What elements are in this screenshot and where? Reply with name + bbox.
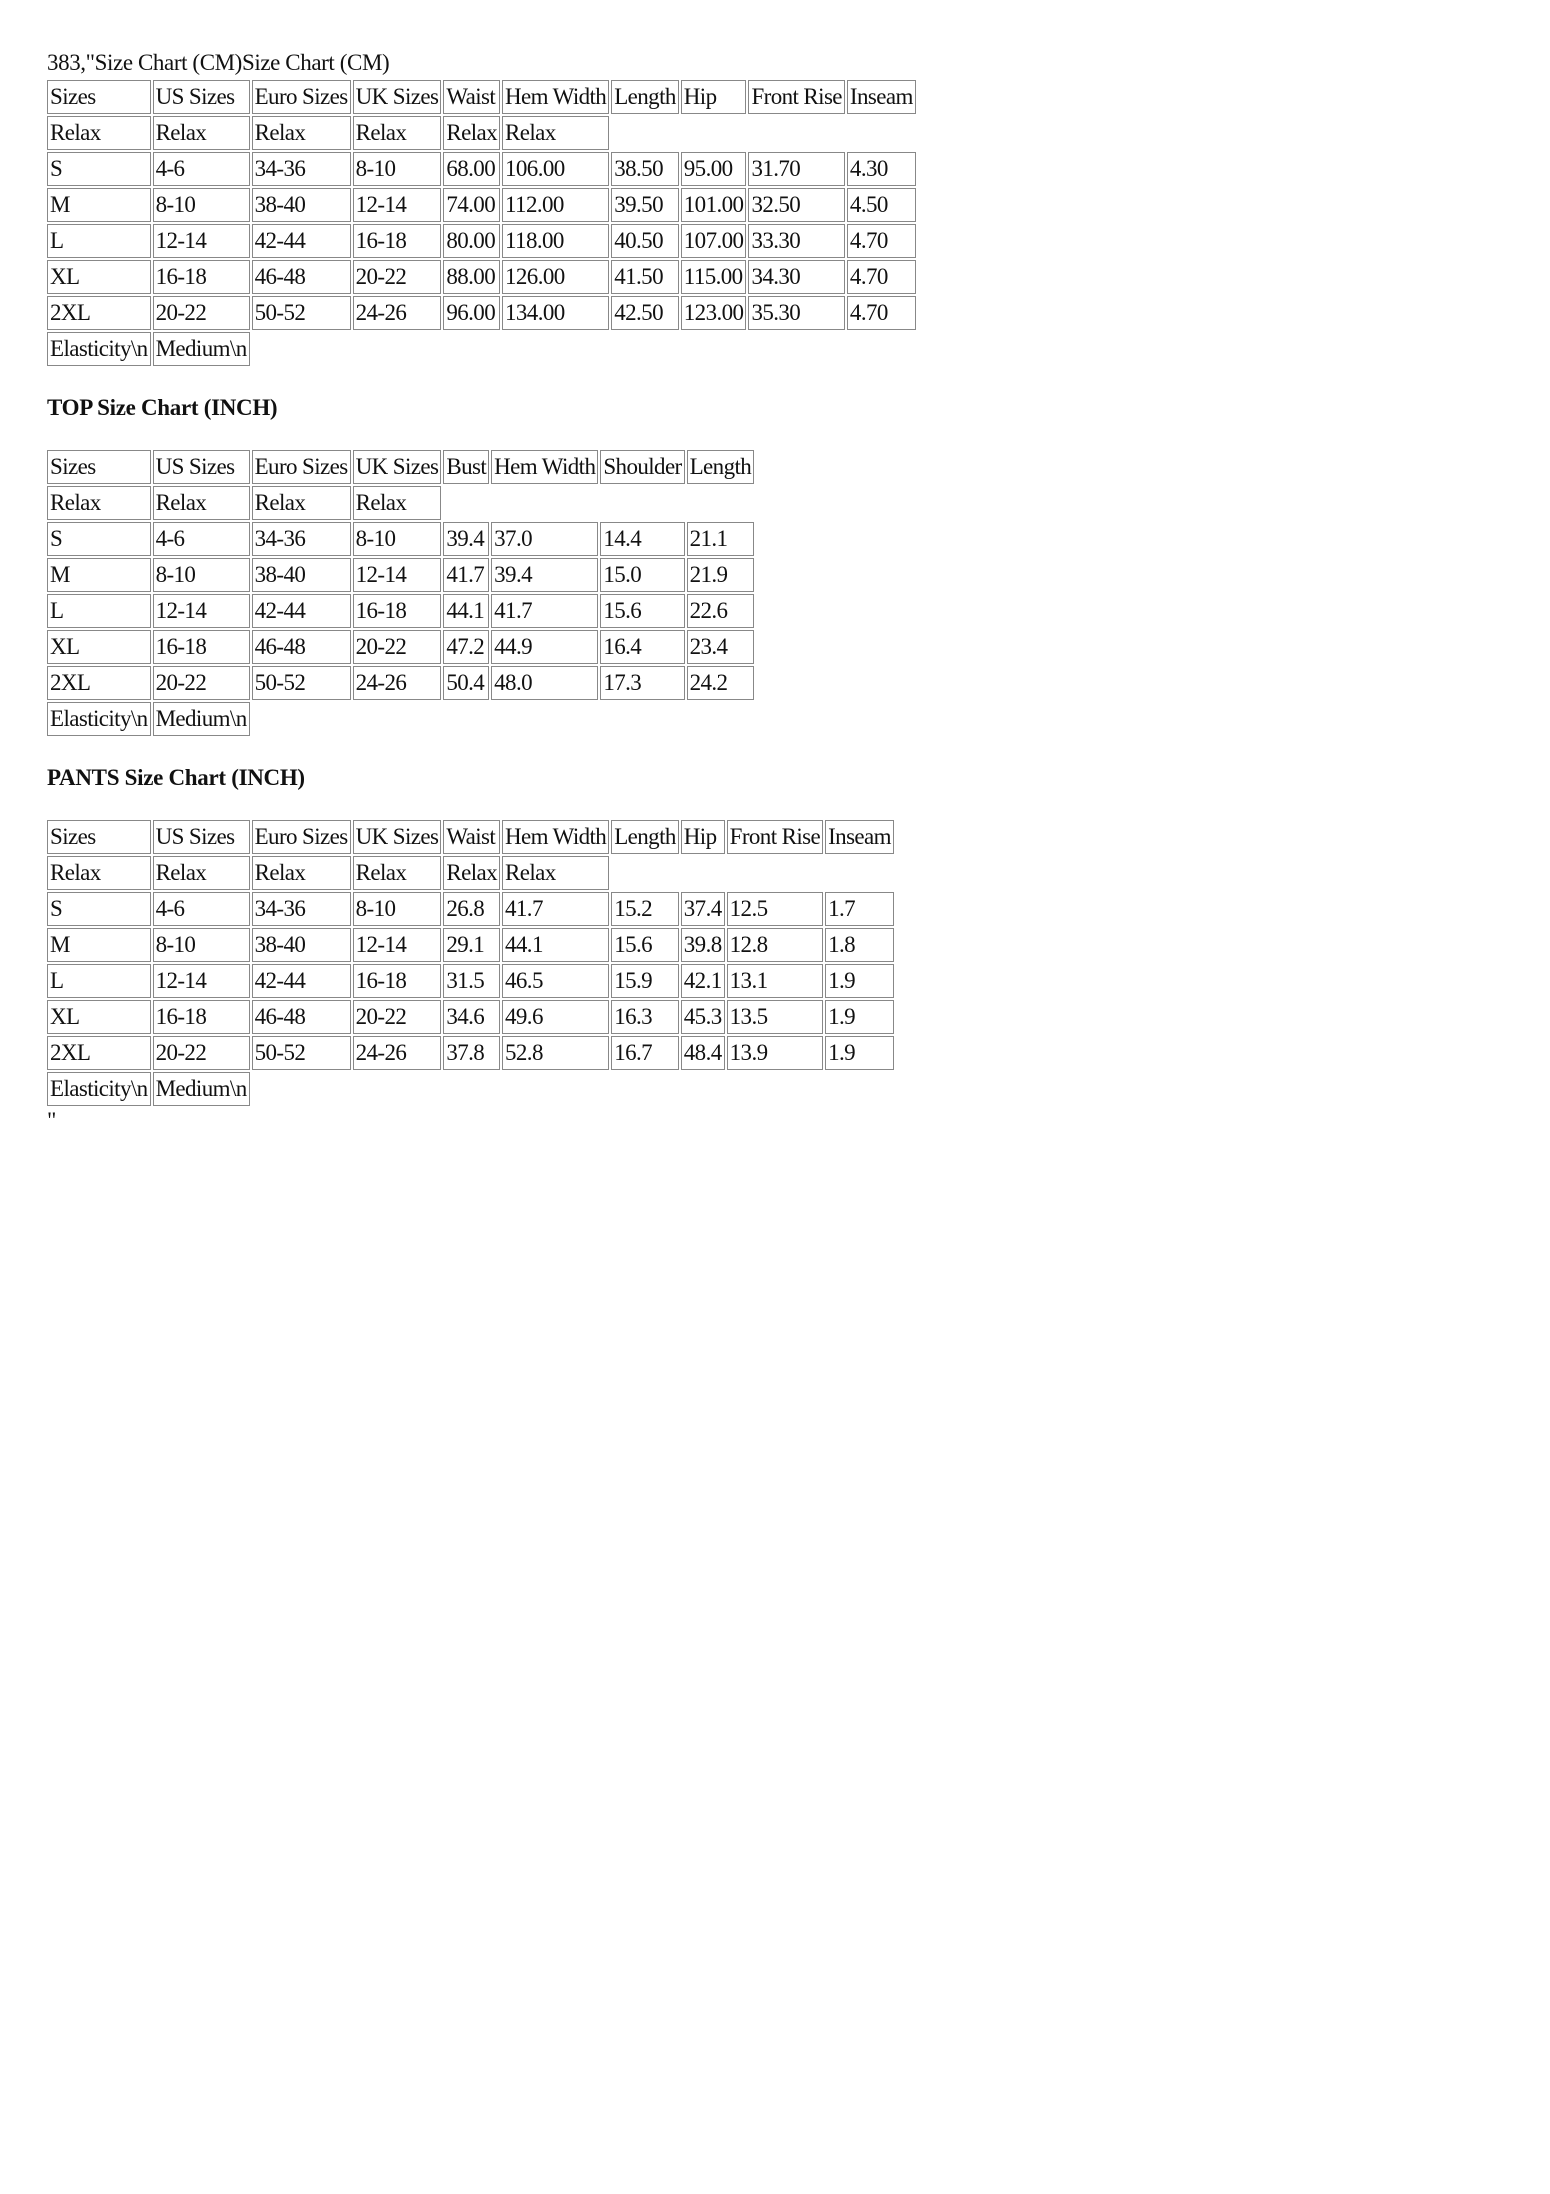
table-cell: Medium\n [153,1072,250,1106]
table-row [47,152,916,186]
table-cell: 20-22 [353,1000,442,1034]
table-cell: 16.7 [611,1036,679,1070]
page-title: 383,"Size Chart (CM)Size Chart (CM) [47,50,390,75]
table-cell: 31.70 [748,152,844,186]
table-cell: 47.2 [443,630,489,664]
table-cell: 4.70 [847,224,916,258]
table-cell: 12-14 [353,558,442,592]
table-cell: 15.6 [600,594,684,628]
empty-cell [491,702,598,736]
column-header: US Sizes [153,80,250,114]
table-cell: 14.4 [600,522,684,556]
table-cell: 8-10 [153,188,250,222]
table-cell: 39.8 [681,928,725,962]
column-header: Waist [443,80,500,114]
table-cell: 12-14 [153,224,250,258]
empty-cell [443,486,489,520]
table-cell: 44.1 [502,928,609,962]
relax-row [47,116,916,150]
table-cell: Relax [502,116,609,150]
pants-size-chart-heading: PANTS Size Chart (INCH) [47,765,305,790]
table-cell: 44.1 [443,594,489,628]
table-row [47,522,754,556]
relax-row [47,856,894,890]
empty-cell [611,856,679,890]
table-cell: 37.0 [491,522,598,556]
table-cell: 42-44 [252,964,351,998]
column-header: Length [611,820,679,854]
table-cell: 22.6 [687,594,755,628]
header-row [47,450,754,484]
table-cell: Relax [353,116,442,150]
column-header: Sizes [47,820,151,854]
table-cell: Elasticity\n [47,332,151,366]
table-cell: Relax [153,116,250,150]
table-cell: 41.7 [443,558,489,592]
table-cell: 48.0 [491,666,598,700]
table-cell: 26.8 [443,892,500,926]
empty-cell [727,1072,823,1106]
table-cell: 31.5 [443,964,500,998]
table-cell: 17.3 [600,666,684,700]
empty-cell [748,332,844,366]
table-cell: Relax [252,486,351,520]
table-cell: 34-36 [252,892,351,926]
table-cell: 12.8 [727,928,823,962]
table-cell: 50.4 [443,666,489,700]
empty-cell [600,702,684,736]
table-cell: 118.00 [502,224,609,258]
table-cell: 32.50 [748,188,844,222]
table-cell: 1.9 [825,1036,894,1070]
empty-cell [252,1072,351,1106]
table-cell: 8-10 [153,928,250,962]
column-header: Hem Width [502,820,609,854]
table-cell: 50-52 [252,296,351,330]
table-cell: Relax [47,116,151,150]
table-cell: 80.00 [443,224,500,258]
empty-cell [748,116,844,150]
table-cell: 23.4 [687,630,755,664]
table-cell: 42.50 [611,296,679,330]
column-header: UK Sizes [353,450,442,484]
table-cell: 1.9 [825,1000,894,1034]
table-cell: 38-40 [252,928,351,962]
table-cell: 68.00 [443,152,500,186]
table-cell: M [47,558,151,592]
table-cell: 46.5 [502,964,609,998]
table-cell: L [47,594,151,628]
table-cell: Relax [443,856,500,890]
table-cell: Elasticity\n [47,702,151,736]
table-cell: 2XL [47,666,151,700]
empty-cell [727,856,823,890]
column-header: US Sizes [153,450,250,484]
empty-cell [252,332,351,366]
column-header: Length [687,450,755,484]
table-cell: 88.00 [443,260,500,294]
column-header: Hem Width [502,80,609,114]
table-cell: 21.9 [687,558,755,592]
table-row [47,296,916,330]
table-cell: 13.5 [727,1000,823,1034]
table-cell: 38-40 [252,188,351,222]
table-cell: 126.00 [502,260,609,294]
empty-cell [687,486,755,520]
table-cell: 12-14 [353,188,442,222]
table-cell: 50-52 [252,666,351,700]
table-row [47,964,894,998]
table-cell: 12-14 [153,964,250,998]
table-cell: M [47,928,151,962]
table-cell: 95.00 [681,152,747,186]
table-cell: 4.70 [847,260,916,294]
table-cell: 46-48 [252,630,351,664]
table-cell: 38.50 [611,152,679,186]
empty-cell [252,702,351,736]
table-cell: Elasticity\n [47,1072,151,1106]
table-cell: Relax [502,856,609,890]
table-cell: 35.30 [748,296,844,330]
table-cell: 20-22 [353,260,442,294]
empty-cell [611,1072,679,1106]
empty-cell [681,856,725,890]
elasticity-row [47,1072,894,1106]
column-header: Inseam [847,80,916,114]
empty-cell [600,486,684,520]
empty-cell [443,332,500,366]
table-cell: 20-22 [353,630,442,664]
empty-cell [825,856,894,890]
table-cell: 106.00 [502,152,609,186]
table-row [47,630,754,664]
table-cell: 15.0 [600,558,684,592]
table-cell: 1.8 [825,928,894,962]
table-cell: Medium\n [153,332,250,366]
empty-cell [687,702,755,736]
table-cell: 44.9 [491,630,598,664]
table-cell: 16-18 [153,1000,250,1034]
table-cell: 29.1 [443,928,500,962]
table-cell: 16-18 [353,964,442,998]
table-cell: 46-48 [252,1000,351,1034]
empty-cell [502,1072,609,1106]
table-cell: 52.8 [502,1036,609,1070]
table-cell: 34.6 [443,1000,500,1034]
table-cell: 4.50 [847,188,916,222]
table-cell: 134.00 [502,296,609,330]
table-cell: 8-10 [353,522,442,556]
table-cell: 20-22 [153,296,250,330]
table-row [47,666,754,700]
table-cell: 16.3 [611,1000,679,1034]
table-cell: 37.8 [443,1036,500,1070]
table-cell: 8-10 [353,892,442,926]
table-cell: 41.7 [491,594,598,628]
table-cell: 24-26 [353,666,442,700]
table-cell: XL [47,1000,151,1034]
empty-cell [847,116,916,150]
empty-cell [353,1072,442,1106]
table-cell: 12.5 [727,892,823,926]
table-cell: 45.3 [681,1000,725,1034]
table-cell: 74.00 [443,188,500,222]
table-cell: 46-48 [252,260,351,294]
table-cell: Medium\n [153,702,250,736]
column-header: Front Rise [748,80,844,114]
column-header: Inseam [825,820,894,854]
table-cell: 24-26 [353,1036,442,1070]
table-cell: 123.00 [681,296,747,330]
table-cell: 20-22 [153,1036,250,1070]
pants-size-table-inch [45,818,896,1108]
empty-cell [611,332,679,366]
column-header: Sizes [47,450,151,484]
table-cell: Relax [153,486,250,520]
table-cell: 15.9 [611,964,679,998]
table-cell: 38-40 [252,558,351,592]
top-size-table-inch [45,448,756,738]
table-cell: Relax [252,856,351,890]
table-cell: 4-6 [153,892,250,926]
table-cell: Relax [353,856,442,890]
empty-cell [443,702,489,736]
table-cell: 39.4 [443,522,489,556]
table-cell: 4.70 [847,296,916,330]
table-row [47,1000,894,1034]
empty-cell [611,116,679,150]
table-cell: 41.7 [502,892,609,926]
table-cell: XL [47,260,151,294]
table-row [47,892,894,926]
column-header: Euro Sizes [252,820,351,854]
table-cell: 41.50 [611,260,679,294]
table-cell: Relax [353,486,442,520]
elasticity-row [47,332,916,366]
table-row [47,224,916,258]
table-cell: 20-22 [153,666,250,700]
column-header: Waist [443,820,500,854]
column-header: Hem Width [491,450,598,484]
document-page [47,48,1507,1134]
column-header: Hip [681,820,725,854]
table-cell: S [47,892,151,926]
header-row [47,820,894,854]
table-cell: 4-6 [153,152,250,186]
table-cell: 49.6 [502,1000,609,1034]
header-row [47,80,916,114]
table-cell: 24-26 [353,296,442,330]
table-cell: 8-10 [153,558,250,592]
table-cell: 37.4 [681,892,725,926]
table-cell: 107.00 [681,224,747,258]
table-cell: 21.1 [687,522,755,556]
table-cell: S [47,522,151,556]
empty-cell [353,332,442,366]
column-header: UK Sizes [353,80,442,114]
table-cell: 13.9 [727,1036,823,1070]
table-cell: 4.30 [847,152,916,186]
table-cell: Relax [153,856,250,890]
table-row [47,594,754,628]
table-cell: L [47,964,151,998]
table-cell: 34-36 [252,522,351,556]
column-header: US Sizes [153,820,250,854]
table-cell: 48.4 [681,1036,725,1070]
column-header: Sizes [47,80,151,114]
table-cell: Relax [47,486,151,520]
table-cell: L [47,224,151,258]
table-cell: 12-14 [153,594,250,628]
table-cell: 16-18 [153,630,250,664]
empty-cell [491,486,598,520]
elasticity-row [47,702,754,736]
table-cell: Relax [443,116,500,150]
table-cell: 15.6 [611,928,679,962]
relax-row [47,486,754,520]
table-cell: M [47,188,151,222]
table-cell: 16-18 [353,594,442,628]
top-size-chart-heading: TOP Size Chart (INCH) [47,395,278,420]
column-header: Euro Sizes [252,450,351,484]
empty-cell [681,116,747,150]
column-header: Hip [681,80,747,114]
empty-cell [825,1072,894,1106]
empty-cell [681,1072,725,1106]
empty-cell [353,702,442,736]
column-header: UK Sizes [353,820,442,854]
table-cell: 42.1 [681,964,725,998]
table-cell: 42-44 [252,594,351,628]
table-row [47,260,916,294]
table-cell: 24.2 [687,666,755,700]
table-cell: 13.1 [727,964,823,998]
table-row [47,188,916,222]
table-cell: Relax [47,856,151,890]
table-cell: 8-10 [353,152,442,186]
table-cell: XL [47,630,151,664]
table-cell: 2XL [47,1036,151,1070]
table-cell: Relax [252,116,351,150]
table-cell: 34.30 [748,260,844,294]
table-cell: 39.50 [611,188,679,222]
empty-cell [681,332,747,366]
table-cell: 2XL [47,296,151,330]
table-row [47,928,894,962]
table-row [47,1036,894,1070]
table-cell: 1.7 [825,892,894,926]
table-cell: 101.00 [681,188,747,222]
column-header: Length [611,80,679,114]
table-cell: 12-14 [353,928,442,962]
table-cell: 50-52 [252,1036,351,1070]
column-header: Front Rise [727,820,823,854]
table-row [47,558,754,592]
table-cell: 1.9 [825,964,894,998]
table-cell: 39.4 [491,558,598,592]
table-cell: 16-18 [353,224,442,258]
table-cell: S [47,152,151,186]
table-cell: 96.00 [443,296,500,330]
table-cell: 34-36 [252,152,351,186]
table-cell: 33.30 [748,224,844,258]
table-cell: 15.2 [611,892,679,926]
column-header: Bust [443,450,489,484]
table-cell: 4-6 [153,522,250,556]
table-cell: 112.00 [502,188,609,222]
column-header: Euro Sizes [252,80,351,114]
table-cell: 40.50 [611,224,679,258]
empty-cell [443,1072,500,1106]
column-header: Shoulder [600,450,684,484]
table-cell: 42-44 [252,224,351,258]
table-cell: 16-18 [153,260,250,294]
closing-quote-mark: " [47,1108,57,1133]
empty-cell [847,332,916,366]
empty-cell [502,332,609,366]
table-cell: 115.00 [681,260,747,294]
size-table-cm [45,78,918,368]
table-cell: 16.4 [600,630,684,664]
